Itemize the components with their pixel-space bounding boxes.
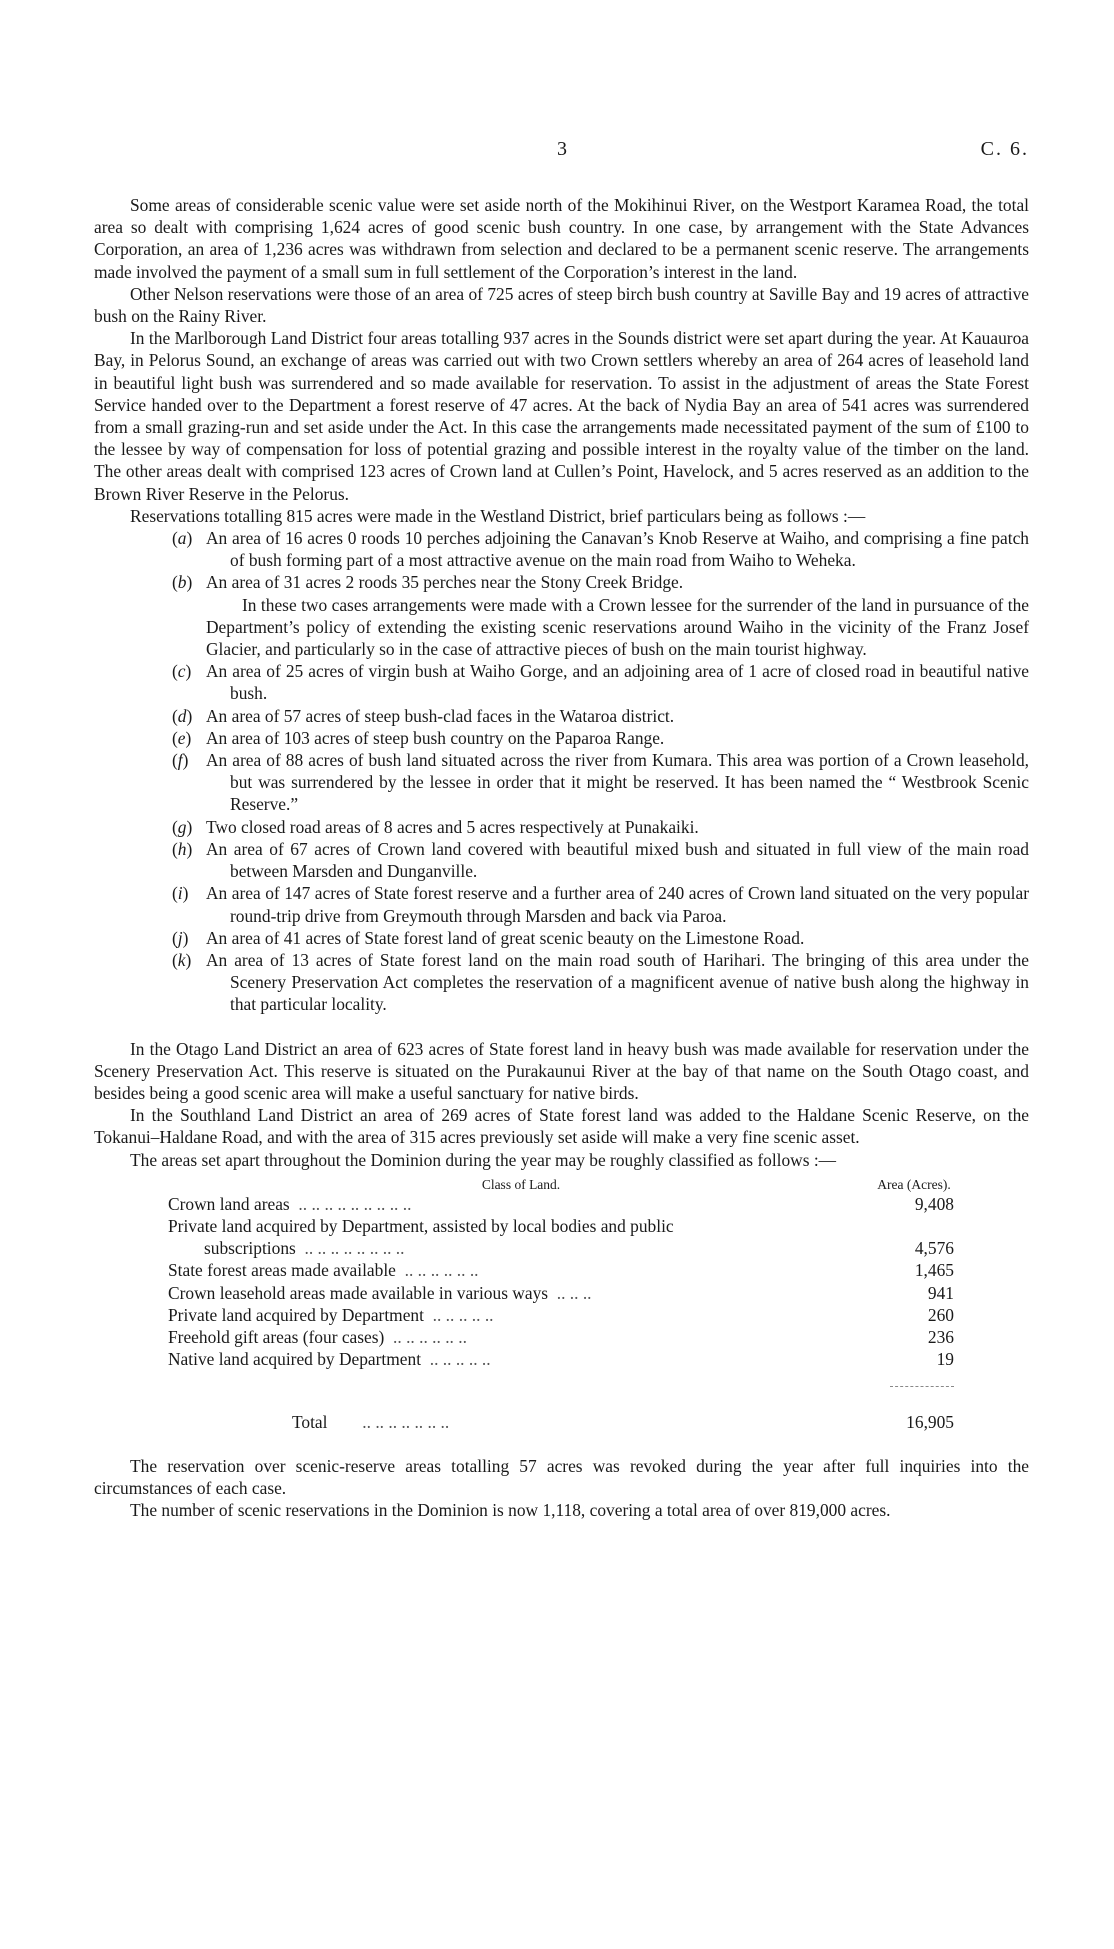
- table-row: [168, 1348, 954, 1370]
- class-name: Native land acquired by Department: [168, 1349, 422, 1370]
- total-value: 16,905: [906, 1411, 954, 1432]
- classification-table: [168, 1177, 954, 1433]
- document-reference: C. 6.: [980, 138, 1029, 160]
- table-row: [168, 1215, 954, 1237]
- item-label: d: [177, 705, 187, 726]
- list-item: (a) An area of 16 acres 0 roods 10 perches adjoining the Canavan’s Knob Reserve at Waiho, and comprising a fine patch of bush forming part of a most attractive avenue on the main road from Waiho to Weheka.: [172, 528, 1029, 571]
- item-label: f: [177, 750, 183, 771]
- item-label: j: [177, 927, 183, 948]
- area-value: 236: [927, 1326, 954, 1347]
- area-value: 19: [936, 1349, 954, 1370]
- list-item: (i) An area of 147 acres of State forest reserve and a further area of 240 acres of Crown land situated on the very popular round-trip drive from Greymouth through Marsden and back via Paroa.: [172, 883, 1029, 926]
- westland-list: [172, 527, 1029, 1015]
- class-name: State forest areas made available: [168, 1260, 396, 1281]
- item-text: Two closed road areas of 8 acres and 5 acres respectively at Punakaiki.: [206, 816, 699, 837]
- list-item: (h) An area of 67 acres of Crown land covered with beautiful mixed bush and situated in full view of the main road between Marsden and Dunganville.: [172, 838, 1029, 882]
- item-label: c: [177, 661, 186, 682]
- list-item: (c) An area of 25 acres of virgin bush at Waiho Gorge, and an adjoining area of 1 acre of closed road in beautiful native bush.: [172, 661, 1029, 704]
- class-name: Crown land areas: [168, 1193, 290, 1214]
- table-row: [168, 1259, 954, 1281]
- leader-dots: .. .. .. .. .. ..: [393, 1326, 467, 1347]
- paragraph-nelson: Other Nelson reservations were those of an area of 725 acres of steep birch bush country at Saville Bay and 19 acres of attractive bush on the Rainy River.: [94, 283, 1029, 327]
- area-value: 1,465: [914, 1260, 954, 1281]
- leader-dots: .. .. ..: [556, 1282, 592, 1303]
- area-value: 941: [927, 1282, 954, 1303]
- leader-dots: .. .. .. .. .. .. ..: [362, 1411, 450, 1432]
- document-body: [94, 194, 1029, 1521]
- area-value: 9,408: [914, 1193, 954, 1214]
- paragraph-southland: In the Southland Land District an area of 269 acres of State forest land was added to the Haldane Scenic Reserve, on the Tokanui–Haldane Road, and with the area of 315 acres previously set aside will make a very fine scenic asset.: [94, 1105, 1029, 1148]
- item-text: An area of 57 acres of steep bush-clad faces in the Wataroa district.: [206, 705, 675, 726]
- table-row: [168, 1304, 954, 1326]
- paragraph-westland-intro: Reservations totalling 815 acres were made in the Westland District, brief particulars being as follows :—: [130, 505, 866, 526]
- item-text: An area of 31 acres 2 roods 35 perches near the Stony Creek Bridge.: [206, 572, 684, 593]
- item-label: k: [177, 949, 186, 970]
- column-header-area: Area (Acres).: [877, 1176, 951, 1192]
- list-item: (g) Two closed road areas of 8 acres and 5 acres respectively at Punakaiki.: [172, 816, 1029, 838]
- column-header-class: Class of Land.: [481, 1176, 561, 1192]
- class-name: Crown leasehold areas made available in various ways: [168, 1282, 549, 1303]
- area-value: [874, 1215, 954, 1237]
- item-text: An area of 25 acres of virgin bush at Waiho Gorge, and an adjoining area of 1 acre of closed road in beautiful native bush.: [206, 661, 1029, 704]
- page-number: 3: [557, 138, 567, 160]
- item-label: i: [177, 883, 183, 904]
- item-label: a: [177, 528, 187, 549]
- item-text: An area of 147 acres of State forest reserve and a further area of 240 acres of Crown land situated on the very popular round-trip drive from Greymouth through Marsden and back via Paroa.: [206, 883, 1029, 926]
- leader-dots: .. .. .. .. .. .. .. ..: [304, 1238, 405, 1259]
- leader-dots: .. .. .. .. .. .. .. .. ..: [298, 1193, 412, 1214]
- paragraph-otago: In the Otago Land District an area of 623 acres of State forest land in heavy bush was made available for reservation under the Scenery Preservation Act. This reserve is situated on the Purakaunui River at the bay of that name on the South Otago coast, and besides being a good scenic area will make a useful sanctuary for native birds.: [94, 1038, 1029, 1103]
- list-item: (e) An area of 103 acres of steep bush country on the Paparoa Range.: [172, 727, 1029, 749]
- item-text: An area of 88 acres of bush land situated across the river from Kumara. This area was portion of a Crown leasehold, but was surrendered by the lessee in order that it might be reserved. It has been named the “ Westbrook Scenic Reserve.”: [206, 750, 1029, 815]
- class-name: subscriptions: [204, 1238, 296, 1259]
- class-name: Freehold gift areas (four cases): [168, 1326, 385, 1347]
- total-label: Total: [292, 1411, 328, 1432]
- spacer: [94, 1016, 1029, 1038]
- class-name: Private land acquired by Department, assisted by local bodies and public: [168, 1215, 674, 1236]
- item-text: An area of 67 acres of Crown land covered with beautiful mixed bush and situated in full view of the main road between Marsden and Dunganville.: [206, 838, 1029, 882]
- leader-dots: .. .. .. .. .. ..: [404, 1260, 479, 1281]
- item-label: e: [177, 727, 186, 748]
- list-item: (f) An area of 88 acres of bush land situated across the river from Kumara. This area was portion of a Crown leasehold, but was surrendered by the lessee in order that it might be reserved. It has been named the “ Westbrook Scenic Reserve.”: [172, 750, 1029, 815]
- table-row: [168, 1282, 954, 1304]
- table-row: [168, 1326, 954, 1348]
- table-row: [168, 1193, 954, 1215]
- leader-dots: .. .. .. .. ..: [429, 1349, 491, 1370]
- table-header-row: [168, 1177, 954, 1193]
- list-item: (b) An area of 31 acres 2 roods 35 perches near the Stony Creek Bridge.: [172, 571, 1029, 593]
- sum-rule: [890, 1386, 954, 1387]
- page-header: [94, 138, 1029, 168]
- class-name: Private land acquired by Department: [168, 1304, 424, 1325]
- item-label: h: [177, 838, 187, 859]
- item-text: An area of 41 acres of State forest land of great scenic beauty on the Limestone Road.: [206, 927, 805, 948]
- item-text: An area of 103 acres of steep bush country on the Paparoa Range.: [206, 727, 665, 748]
- area-value: 4,576: [914, 1238, 954, 1259]
- item-text: An area of 16 acres 0 roods 10 perches adjoining the Canavan’s Knob Reserve at Waiho, and comprising a fine patch of bush forming part of a most attractive avenue on the main road from Waiho to Weheka.: [206, 528, 1029, 571]
- leader-dots: .. .. .. .. ..: [432, 1304, 494, 1325]
- paragraph-classification-intro: The areas set apart throughout the Dominion during the year may be roughly classified as follows :—: [130, 1149, 837, 1170]
- table-rule-row: [168, 1370, 954, 1392]
- list-item: (k) An area of 13 acres of State forest land on the main road south of Harihari. The bringing of this area under the Scenery Preservation Act completes the reservation of a magnificent avenue of native bush along the highway in that particular locality.: [172, 949, 1029, 1015]
- item-text: An area of 13 acres of State forest land on the main road south of Harihari. The bringing of this area under the Scenery Preservation Act completes the reservation of a magnificent avenue of native bush along the highway in that particular locality.: [206, 949, 1029, 1015]
- paragraph-summary: The number of scenic reservations in the Dominion is now 1,118, covering a total area of over 819,000 acres.: [130, 1500, 891, 1521]
- item-label: b: [177, 572, 187, 593]
- paragraph-mokihinui: Some areas of considerable scenic value were set aside north of the Mokihinui River, on the Westport Karamea Road, the total area so dealt with comprising 1,624 acres of good scenic bush country. In one case, by arrangement with the State Advances Corporation, an area of 1,236 acres was withdrawn from selection and declared to be a permanent scenic reserve. The arrangements made involved the payment of a small sum in full settlement of the Corporation’s interest in the land.: [94, 195, 1029, 282]
- paragraph-marlborough: In the Marlborough Land District four areas totalling 937 acres in the Sounds district were set apart during the year. At Kauauroa Bay, in Pelorus Sound, an exchange of areas was carried out with two Crown settlers whereby an area of 264 acres of leasehold land in beautiful light bush was surrendered and so made available for reservation. To assist in the adjustment of areas the State Forest Service handed over to the Department a forest reserve of 47 acres. At the back of Nydia Bay an area of 541 acres was surrendered from a small grazing-run and set aside under the Act. In this case the arrangements made necessitated payment of the sum of £100 to the lessee by way of compensation for loss of potential grazing and possible interest in the royalty value of the timber on the land. The other areas dealt with comprised 123 acres of Crown land at Cullen’s Point, Havelock, and 5 acres reserved as an addition to the Brown River Reserve in the Pelorus.: [94, 328, 1029, 504]
- table-total-row: [168, 1393, 954, 1433]
- spacer: [94, 1433, 1029, 1455]
- area-value: 260: [927, 1304, 954, 1325]
- table-row: [168, 1237, 954, 1259]
- list-item: (j) An area of 41 acres of State forest land of great scenic beauty on the Limestone Road.: [172, 927, 1029, 949]
- westland-note: In these two cases arrangements were made with a Crown lessee for the surrender of the land in pursuance of the Department’s policy of extending the existing scenic reservations around Waiho in the vicinity of the Franz Josef Glacier, and particularly so in the case of attractive pieces of bush on the main tourist highway.: [206, 594, 1029, 660]
- list-item: (d) An area of 57 acres of steep bush-clad faces in the Wataroa district.: [172, 705, 1029, 727]
- item-label: g: [177, 816, 187, 837]
- paragraph-revocation: The reservation over scenic-reserve areas totalling 57 acres was revoked during the year after full inquiries into the circumstances of each case.: [94, 1455, 1029, 1498]
